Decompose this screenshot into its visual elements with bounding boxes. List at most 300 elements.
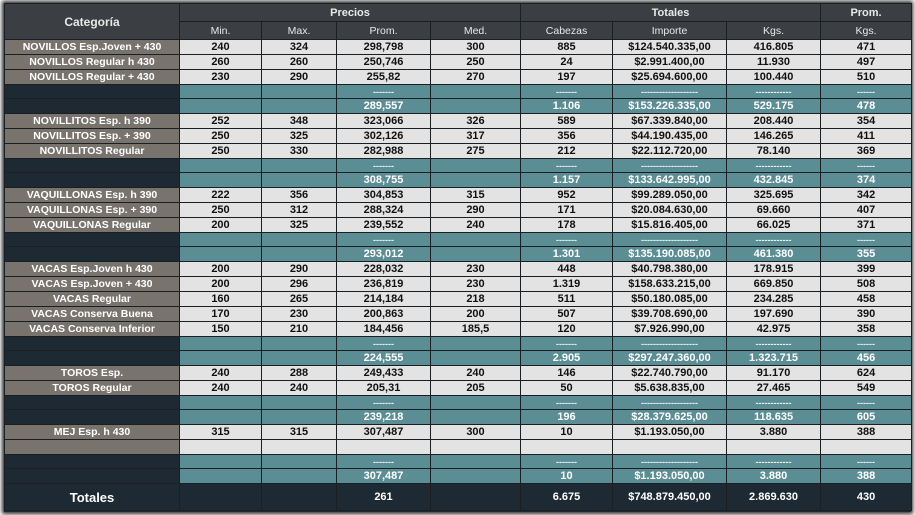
summary-max <box>262 173 337 188</box>
cell-min: 170 <box>180 307 262 322</box>
summary-label-cell <box>5 99 180 114</box>
cell-cabezas: 448 <box>521 262 613 277</box>
cell-prom: 288,324 <box>337 203 431 218</box>
separator-kgs-prom: ------ <box>821 85 912 99</box>
separator-max <box>262 159 337 173</box>
category-label: TOROS Esp. <box>5 366 180 381</box>
cell-kgs-prom: 371 <box>821 218 912 233</box>
cell-min: 150 <box>180 322 262 337</box>
summary-kgs: 432.845 <box>727 173 821 188</box>
cell-kgs-prom: 624 <box>821 366 912 381</box>
cell-importe <box>613 440 727 455</box>
cell-kgs-prom: 458 <box>821 292 912 307</box>
summary-kgs: 118.635 <box>727 410 821 425</box>
cell-kgs-prom: 388 <box>821 425 912 440</box>
cell-cabezas: 120 <box>521 322 613 337</box>
cell-cabezas: 589 <box>521 114 613 129</box>
cell-max: 330 <box>262 144 337 159</box>
separator-importe: ------------------- <box>613 159 727 173</box>
table-row <box>5 55 912 70</box>
summary-max <box>262 99 337 114</box>
separator-kgs: ------------ <box>727 159 821 173</box>
summary-kgs-prom: 355 <box>821 247 912 262</box>
separator-med <box>431 233 521 247</box>
cell-max: 325 <box>262 129 337 144</box>
summary-label-cell <box>5 247 180 262</box>
summary-kgs: 461.380 <box>727 247 821 262</box>
cell-prom: 282,988 <box>337 144 431 159</box>
separator-kgs-prom: ------ <box>821 396 912 410</box>
group-summary-row <box>5 410 912 425</box>
summary-importe: $135.190.085,00 <box>613 247 727 262</box>
cell-prom: 205,31 <box>337 381 431 396</box>
table-row <box>5 218 912 233</box>
summary-kgs-prom: 478 <box>821 99 912 114</box>
separator-max <box>262 396 337 410</box>
summary-prom: 293,012 <box>337 247 431 262</box>
summary-med <box>431 173 521 188</box>
separator-prom: ------- <box>337 85 431 99</box>
summary-cabezas: 1.157 <box>521 173 613 188</box>
cell-min: 260 <box>180 55 262 70</box>
cell-cabezas: 952 <box>521 188 613 203</box>
cell-max: 230 <box>262 307 337 322</box>
cell-kgs-prom: 342 <box>821 188 912 203</box>
separator-kgs-prom: ------ <box>821 337 912 351</box>
cell-kgs-prom: 354 <box>821 114 912 129</box>
summary-min <box>180 469 262 484</box>
separator-cabezas: ------- <box>521 455 613 469</box>
separator-row <box>5 159 912 173</box>
separator-label-cell <box>5 455 180 469</box>
cell-cabezas: 24 <box>521 55 613 70</box>
cell-kgs: 78.140 <box>727 144 821 159</box>
cell-importe: $44.190.435,00 <box>613 129 727 144</box>
summary-max <box>262 469 337 484</box>
cell-kgs-prom: 369 <box>821 144 912 159</box>
group-summary-row <box>5 247 912 262</box>
separator-kgs-prom: ------ <box>821 233 912 247</box>
summary-importe: $28.379.625,00 <box>613 410 727 425</box>
separator-min <box>180 85 262 99</box>
livestock-price-table-frame <box>4 3 911 512</box>
cell-cabezas: 10 <box>521 425 613 440</box>
separator-kgs: ------------ <box>727 337 821 351</box>
category-label: VACAS Esp.Joven h 430 <box>5 262 180 277</box>
separator-row <box>5 337 912 351</box>
category-label: NOVILLITOS Regular <box>5 144 180 159</box>
cell-cabezas: 212 <box>521 144 613 159</box>
cell-max: 315 <box>262 425 337 440</box>
separator-cabezas: ------- <box>521 159 613 173</box>
cell-prom: 228,032 <box>337 262 431 277</box>
summary-kgs: 3.880 <box>727 469 821 484</box>
cell-cabezas <box>521 440 613 455</box>
table-row <box>5 70 912 85</box>
cell-max: 356 <box>262 188 337 203</box>
cell-prom: 302,126 <box>337 129 431 144</box>
separator-prom: ------- <box>337 455 431 469</box>
header-prom: Prom. <box>337 22 431 40</box>
cell-prom <box>337 440 431 455</box>
table-row <box>5 262 912 277</box>
cell-prom: 255,82 <box>337 70 431 85</box>
cell-max: 296 <box>262 277 337 292</box>
summary-min <box>180 410 262 425</box>
separator-med <box>431 396 521 410</box>
separator-min <box>180 455 262 469</box>
summary-kgs-prom: 605 <box>821 410 912 425</box>
cell-importe: $124.540.335,00 <box>613 40 727 55</box>
summary-cabezas: 196 <box>521 410 613 425</box>
header-importe: Importe <box>613 22 727 40</box>
cell-med: 218 <box>431 292 521 307</box>
separator-label-cell <box>5 396 180 410</box>
cell-cabezas: 197 <box>521 70 613 85</box>
separator-importe: ------------------- <box>613 337 727 351</box>
cell-max: 325 <box>262 218 337 233</box>
group-summary-row <box>5 351 912 366</box>
cell-med: 326 <box>431 114 521 129</box>
cell-min: 240 <box>180 381 262 396</box>
cell-kgs: 146.265 <box>727 129 821 144</box>
cell-importe: $50.180.085,00 <box>613 292 727 307</box>
cell-kgs-prom <box>821 440 912 455</box>
separator-row <box>5 396 912 410</box>
separator-max <box>262 337 337 351</box>
header-max: Max. <box>262 22 337 40</box>
category-label: NOVILLOS Esp.Joven + 430 <box>5 40 180 55</box>
cell-cabezas: 356 <box>521 129 613 144</box>
separator-kgs-prom: ------ <box>821 455 912 469</box>
cell-importe: $22.112.720,00 <box>613 144 727 159</box>
cell-min: 252 <box>180 114 262 129</box>
cell-importe: $158.633.215,00 <box>613 277 727 292</box>
summary-kgs: 1.323.715 <box>727 351 821 366</box>
separator-med <box>431 455 521 469</box>
cell-prom: 250,746 <box>337 55 431 70</box>
separator-row <box>5 85 912 99</box>
table-row <box>5 277 912 292</box>
cell-max: 210 <box>262 322 337 337</box>
separator-cabezas: ------- <box>521 233 613 247</box>
cell-med: 240 <box>431 218 521 233</box>
category-label: NOVILLOS Regular h 430 <box>5 55 180 70</box>
cell-prom: 307,487 <box>337 425 431 440</box>
separator-label-cell <box>5 85 180 99</box>
cell-kgs-prom: 549 <box>821 381 912 396</box>
cell-kgs: 69.660 <box>727 203 821 218</box>
cell-prom: 249,433 <box>337 366 431 381</box>
summary-kgs-prom: 388 <box>821 469 912 484</box>
category-label: NOVILLITOS Esp. h 390 <box>5 114 180 129</box>
cell-kgs: 3.880 <box>727 425 821 440</box>
cell-importe: $22.740.790,00 <box>613 366 727 381</box>
cell-max: 312 <box>262 203 337 218</box>
cell-cabezas: 511 <box>521 292 613 307</box>
totals-prom: 261 <box>337 484 431 511</box>
header-precios: Precios <box>180 4 521 22</box>
cell-prom: 236,819 <box>337 277 431 292</box>
cell-prom: 323,066 <box>337 114 431 129</box>
cell-cabezas: 146 <box>521 366 613 381</box>
cell-kgs-prom: 497 <box>821 55 912 70</box>
separator-label-cell <box>5 159 180 173</box>
cell-prom: 239,552 <box>337 218 431 233</box>
summary-kgs-prom: 456 <box>821 351 912 366</box>
header-prom-group: Prom. <box>821 4 912 22</box>
header-totales: Totales <box>521 4 821 22</box>
summary-kgs: 529.175 <box>727 99 821 114</box>
table-row <box>5 188 912 203</box>
cell-kgs-prom: 471 <box>821 40 912 55</box>
cell-prom: 200,863 <box>337 307 431 322</box>
group-summary-row <box>5 469 912 484</box>
cell-max: 265 <box>262 292 337 307</box>
cell-cabezas: 1.319 <box>521 277 613 292</box>
table-row <box>5 114 912 129</box>
separator-kgs: ------------ <box>727 396 821 410</box>
summary-med <box>431 410 521 425</box>
cell-kgs <box>727 440 821 455</box>
separator-importe: ------------------- <box>613 396 727 410</box>
table-row <box>5 292 912 307</box>
summary-max <box>262 410 337 425</box>
separator-cabezas: ------- <box>521 396 613 410</box>
cell-kgs: 91.170 <box>727 366 821 381</box>
summary-cabezas: 1.106 <box>521 99 613 114</box>
cell-kgs: 66.025 <box>727 218 821 233</box>
cell-importe: $99.289.050,00 <box>613 188 727 203</box>
cell-med: 230 <box>431 262 521 277</box>
separator-prom: ------- <box>337 396 431 410</box>
cell-med: 205 <box>431 381 521 396</box>
summary-min <box>180 247 262 262</box>
cell-min: 200 <box>180 277 262 292</box>
table-body <box>5 40 912 484</box>
table-row <box>5 322 912 337</box>
cell-importe: $15.816.405,00 <box>613 218 727 233</box>
summary-label-cell <box>5 173 180 188</box>
cell-med: 270 <box>431 70 521 85</box>
cell-importe: $67.339.840,00 <box>613 114 727 129</box>
separator-label-cell <box>5 337 180 351</box>
cell-kgs: 416.805 <box>727 40 821 55</box>
cell-kgs: 27.465 <box>727 381 821 396</box>
cell-med: 200 <box>431 307 521 322</box>
summary-min <box>180 99 262 114</box>
separator-max <box>262 455 337 469</box>
summary-importe: $133.642.995,00 <box>613 173 727 188</box>
cell-cabezas: 178 <box>521 218 613 233</box>
cell-prom: 214,184 <box>337 292 431 307</box>
cell-importe: $25.694.600,00 <box>613 70 727 85</box>
cell-med: 300 <box>431 425 521 440</box>
category-label: VACAS Conserva Inferior <box>5 322 180 337</box>
summary-min <box>180 351 262 366</box>
summary-cabezas: 10 <box>521 469 613 484</box>
cell-importe: $1.193.050,00 <box>613 425 727 440</box>
category-label: VAQUILLONAS Esp. + 390 <box>5 203 180 218</box>
summary-importe: $297.247.360,00 <box>613 351 727 366</box>
cell-min: 160 <box>180 292 262 307</box>
cell-importe: $5.638.835,00 <box>613 381 727 396</box>
table-row <box>5 440 912 455</box>
cell-min: 240 <box>180 40 262 55</box>
cell-max <box>262 440 337 455</box>
cell-med <box>431 440 521 455</box>
category-label: VACAS Esp.Joven + 430 <box>5 277 180 292</box>
cell-kgs: 325.695 <box>727 188 821 203</box>
separator-min <box>180 337 262 351</box>
cell-max: 260 <box>262 55 337 70</box>
cell-kgs: 178.915 <box>727 262 821 277</box>
summary-max <box>262 247 337 262</box>
separator-med <box>431 337 521 351</box>
cell-med: 275 <box>431 144 521 159</box>
header-min: Min. <box>180 22 262 40</box>
header-kgs-prom: Kgs. <box>821 22 912 40</box>
cell-min: 240 <box>180 366 262 381</box>
category-label: VACAS Conserva Buena <box>5 307 180 322</box>
table-row <box>5 40 912 55</box>
totals-row <box>5 484 912 511</box>
cell-prom: 184,456 <box>337 322 431 337</box>
cell-max: 288 <box>262 366 337 381</box>
category-label <box>5 440 180 455</box>
summary-med <box>431 351 521 366</box>
cell-max: 290 <box>262 262 337 277</box>
summary-label-cell <box>5 469 180 484</box>
cell-cabezas: 50 <box>521 381 613 396</box>
summary-importe: $153.226.335,00 <box>613 99 727 114</box>
cell-importe: $2.991.400,00 <box>613 55 727 70</box>
cell-med: 315 <box>431 188 521 203</box>
cell-prom: 298,798 <box>337 40 431 55</box>
cell-med: 230 <box>431 277 521 292</box>
separator-importe: ------------------- <box>613 233 727 247</box>
cell-min: 222 <box>180 188 262 203</box>
separator-row <box>5 233 912 247</box>
summary-med <box>431 247 521 262</box>
cell-kgs: 669.850 <box>727 277 821 292</box>
separator-prom: ------- <box>337 337 431 351</box>
separator-min <box>180 396 262 410</box>
cell-min <box>180 440 262 455</box>
cell-min: 250 <box>180 129 262 144</box>
cell-kgs: 197.690 <box>727 307 821 322</box>
cell-min: 250 <box>180 144 262 159</box>
cell-cabezas: 885 <box>521 40 613 55</box>
cell-kgs-prom: 399 <box>821 262 912 277</box>
separator-med <box>431 85 521 99</box>
cell-max: 240 <box>262 381 337 396</box>
cell-med: 240 <box>431 366 521 381</box>
cell-kgs: 234.285 <box>727 292 821 307</box>
category-label: VAQUILLONAS Esp. h 390 <box>5 188 180 203</box>
cell-med: 250 <box>431 55 521 70</box>
summary-importe: $1.193.050,00 <box>613 469 727 484</box>
summary-cabezas: 1.301 <box>521 247 613 262</box>
header-cabezas: Cabezas <box>521 22 613 40</box>
table-row <box>5 307 912 322</box>
separator-prom: ------- <box>337 159 431 173</box>
totals-kgs-prom: 430 <box>821 484 912 511</box>
category-label: NOVILLITOS Esp. + 390 <box>5 129 180 144</box>
cell-min: 230 <box>180 70 262 85</box>
header-kgs: Kgs. <box>727 22 821 40</box>
separator-max <box>262 85 337 99</box>
table-row <box>5 144 912 159</box>
totals-importe: $748.879.450,00 <box>613 484 727 511</box>
category-label: MEJ Esp. h 430 <box>5 425 180 440</box>
table-row <box>5 129 912 144</box>
cell-kgs-prom: 508 <box>821 277 912 292</box>
separator-label-cell <box>5 233 180 247</box>
separator-cabezas: ------- <box>521 85 613 99</box>
cell-kgs: 42.975 <box>727 322 821 337</box>
table-row <box>5 366 912 381</box>
totals-kgs: 2.869.630 <box>727 484 821 511</box>
cell-med: 300 <box>431 40 521 55</box>
separator-prom: ------- <box>337 233 431 247</box>
cell-kgs-prom: 407 <box>821 203 912 218</box>
totals-cabezas: 6.675 <box>521 484 613 511</box>
separator-kgs-prom: ------ <box>821 159 912 173</box>
cell-kgs-prom: 358 <box>821 322 912 337</box>
separator-kgs: ------------ <box>727 233 821 247</box>
cell-prom: 304,853 <box>337 188 431 203</box>
cell-med: 290 <box>431 203 521 218</box>
cell-max: 348 <box>262 114 337 129</box>
cell-max: 290 <box>262 70 337 85</box>
table-row <box>5 381 912 396</box>
totals-min <box>180 484 262 511</box>
group-summary-row <box>5 99 912 114</box>
cell-cabezas: 171 <box>521 203 613 218</box>
category-label: TOROS Regular <box>5 381 180 396</box>
summary-prom: 224,555 <box>337 351 431 366</box>
cell-importe: $40.798.380,00 <box>613 262 727 277</box>
summary-prom: 308,755 <box>337 173 431 188</box>
separator-min <box>180 233 262 247</box>
cell-importe: $7.926.990,00 <box>613 322 727 337</box>
separator-min <box>180 159 262 173</box>
summary-prom: 307,487 <box>337 469 431 484</box>
cell-med: 185,5 <box>431 322 521 337</box>
summary-kgs-prom: 374 <box>821 173 912 188</box>
separator-max <box>262 233 337 247</box>
cell-importe: $39.708.690,00 <box>613 307 727 322</box>
cell-min: 250 <box>180 203 262 218</box>
totals-label: Totales <box>5 484 180 511</box>
summary-label-cell <box>5 410 180 425</box>
summary-max <box>262 351 337 366</box>
category-label: VAQUILLONAS Regular <box>5 218 180 233</box>
summary-min <box>180 173 262 188</box>
summary-prom: 289,557 <box>337 99 431 114</box>
header-categoria: Categoría <box>5 4 180 40</box>
category-label: VACAS Regular <box>5 292 180 307</box>
cell-med: 317 <box>431 129 521 144</box>
summary-label-cell <box>5 351 180 366</box>
summary-cabezas: 2.905 <box>521 351 613 366</box>
category-label: NOVILLOS Regular + 430 <box>5 70 180 85</box>
cell-kgs: 208.440 <box>727 114 821 129</box>
cell-importe: $20.084.630,00 <box>613 203 727 218</box>
separator-kgs: ------------ <box>727 85 821 99</box>
group-summary-row <box>5 173 912 188</box>
